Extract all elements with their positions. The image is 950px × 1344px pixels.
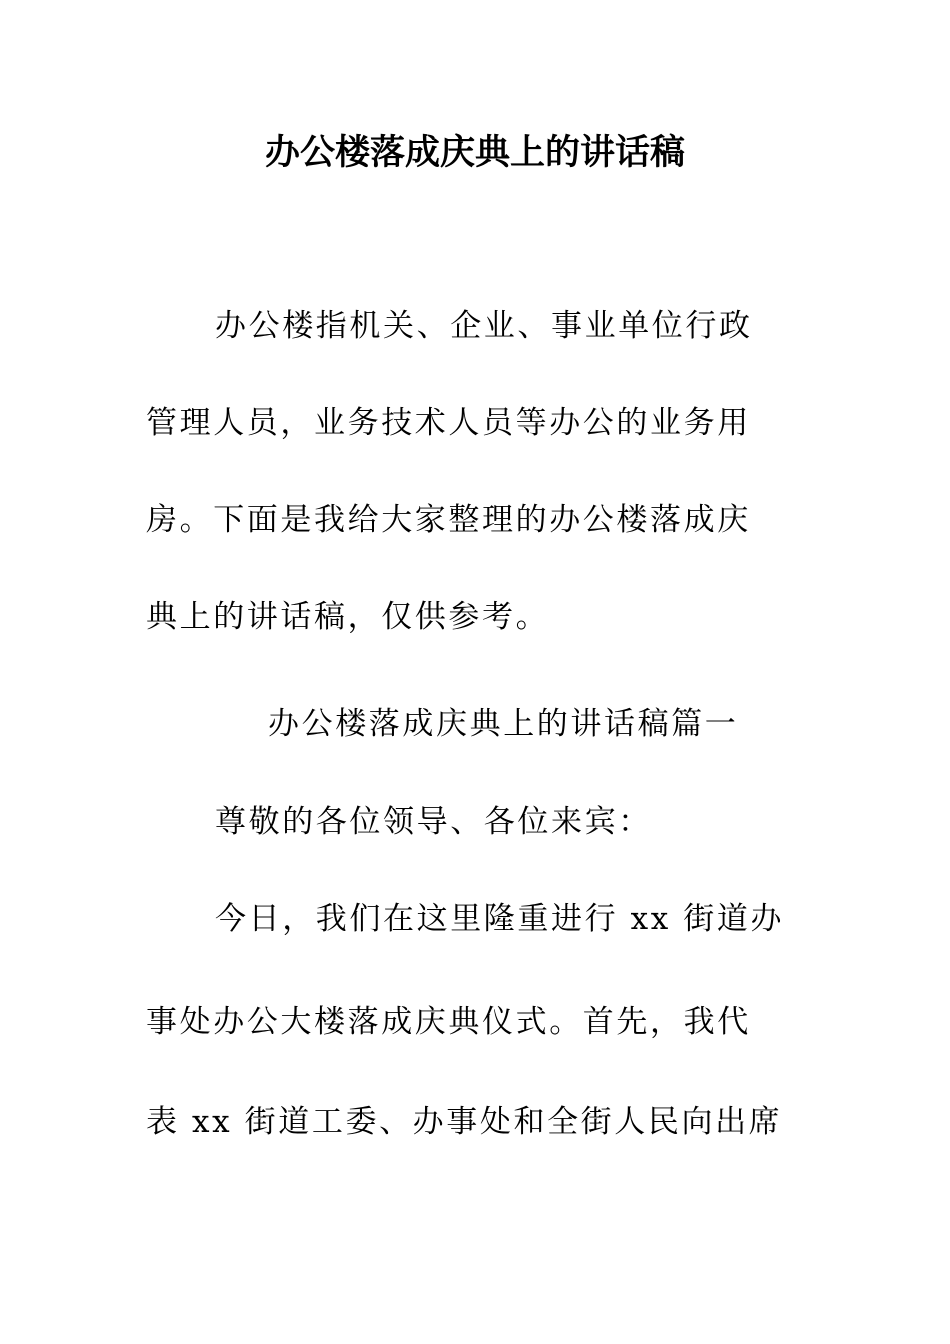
paragraph-line: 表 xx 街道工委、办事处和全街人民向出席 xyxy=(146,1104,783,1140)
paragraph-line: 典上的讲话稿，仅供参考。 xyxy=(146,599,550,635)
paragraph-line: 房。下面是我给大家整理的办公楼落成庆 xyxy=(146,502,751,538)
paragraph-line: 事处办公大楼落成庆典仪式。首先，我代 xyxy=(146,1004,751,1040)
paragraph-line: 管理人员，业务技术人员等办公的业务用 xyxy=(146,405,751,441)
paragraph-line: 办公楼指机关、企业、事业单位行政 xyxy=(215,308,753,344)
paragraph-line: 今日，我们在这里隆重进行 xx 街道办 xyxy=(215,901,785,937)
document-title: 办公楼落成庆典上的讲话稿 xyxy=(264,132,685,173)
section-heading: 办公楼落成庆典上的讲话稿篇一 xyxy=(268,706,739,742)
salutation-line: 尊敬的各位领导、各位来宾： xyxy=(215,804,652,840)
